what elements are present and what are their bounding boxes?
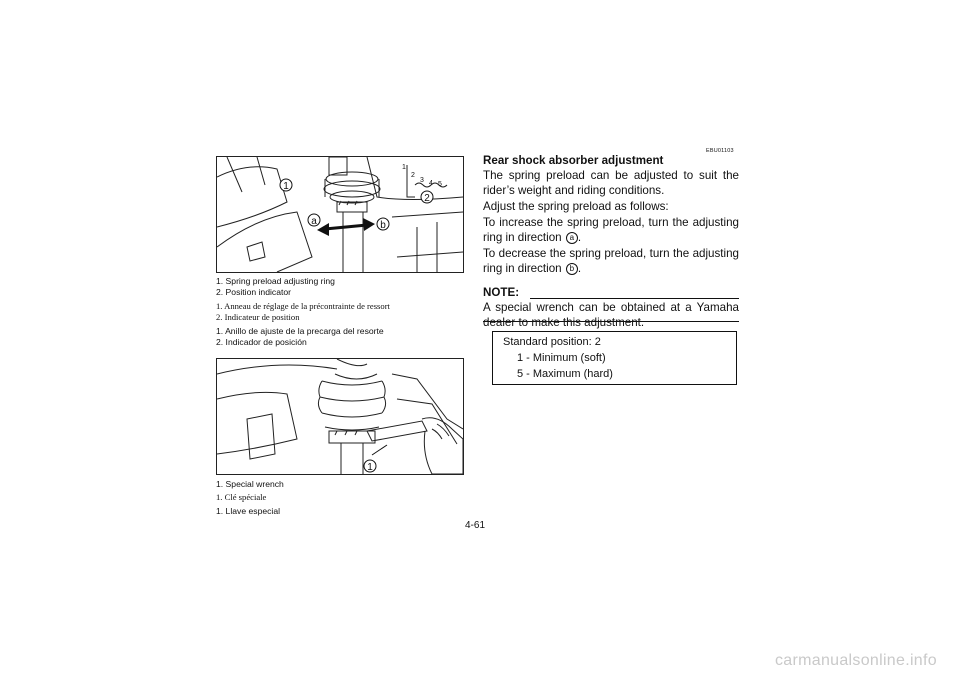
page-number: 4-61 <box>465 520 486 531</box>
decrease-text: To decrease the spring preload, turn the adjusting ring in direction <box>483 247 739 275</box>
preload-ring-illustration <box>217 157 463 272</box>
scale-number-4: 4 <box>429 180 433 187</box>
decrease-period: . <box>577 262 582 275</box>
note-rule <box>530 298 739 299</box>
paragraph-increase <box>483 215 739 245</box>
figure1-caption-en <box>216 276 335 298</box>
caption-en-item-2: 2. Position indicator <box>216 287 291 297</box>
caption-es-item-2: 2. Indicador de posición <box>216 337 307 347</box>
caption-es-item-1: 1. Llave especial <box>216 506 281 516</box>
scale-number-2: 2 <box>411 172 415 179</box>
scale-number-5: 5 <box>438 181 442 188</box>
figure1-caption-fr <box>216 301 390 323</box>
spec-title: Standard position: 2 <box>503 336 601 348</box>
figure2-caption-fr <box>216 492 266 503</box>
caption-es-item-1: 1. Anillo de ajuste de la precarga del resorte <box>216 326 384 336</box>
special-wrench-illustration <box>217 359 463 474</box>
figure2-caption-es <box>216 506 280 517</box>
increase-text: To increase the spring preload, turn the adjusting ring in direction <box>483 216 739 244</box>
caption-fr-item-2: 2. Indicateur de position <box>216 312 300 322</box>
increase-period: . <box>577 231 582 244</box>
figure-preload-ring <box>216 156 464 273</box>
callout-1-label: 1 <box>367 462 373 473</box>
paragraph-decrease <box>483 246 739 276</box>
scale-number-3: 3 <box>420 177 424 184</box>
caption-en-item-1: 1. Spring preload adjusting ring <box>216 276 335 286</box>
spec-maximum: 5 - Maximum (hard) <box>517 368 613 380</box>
spec-box <box>492 331 737 385</box>
paragraph-adjust: Adjust the spring preload as follows: <box>483 200 669 213</box>
callout-2-label: 2 <box>424 193 430 204</box>
direction-a-marker: a <box>566 232 578 244</box>
spec-minimum: 1 - Minimum (soft) <box>517 352 606 364</box>
caption-en-item-1: 1. Special wrench <box>216 479 284 489</box>
scale-number-1: 1 <box>402 164 406 171</box>
watermark: carmanualsonline.info <box>775 652 937 669</box>
callout-1-label: 1 <box>283 181 289 192</box>
paragraph-intro: The spring preload can be adjusted to suit the rider’s weight and riding conditions. <box>483 169 739 197</box>
note-label: NOTE: <box>483 286 520 299</box>
caption-fr-item-1: 1. Anneau de réglage de la précontrainte de ressort <box>216 301 390 311</box>
callout-b-label: b <box>380 220 386 231</box>
figure1-caption-es <box>216 326 384 348</box>
section-heading: Rear shock absorber adjustment <box>483 154 664 167</box>
caption-fr-item-1: 1. Clé spéciale <box>216 492 267 502</box>
note-end-rule <box>483 321 739 322</box>
figure-special-wrench <box>216 358 464 475</box>
direction-b-marker: b <box>566 263 578 275</box>
note-text: A special wrench can be obtained at a Yamaha dealer to make this adjustment. <box>483 301 739 329</box>
figure2-caption-en <box>216 479 284 490</box>
callout-a-label: a <box>311 216 317 227</box>
section-code: EBU01103 <box>706 148 734 154</box>
